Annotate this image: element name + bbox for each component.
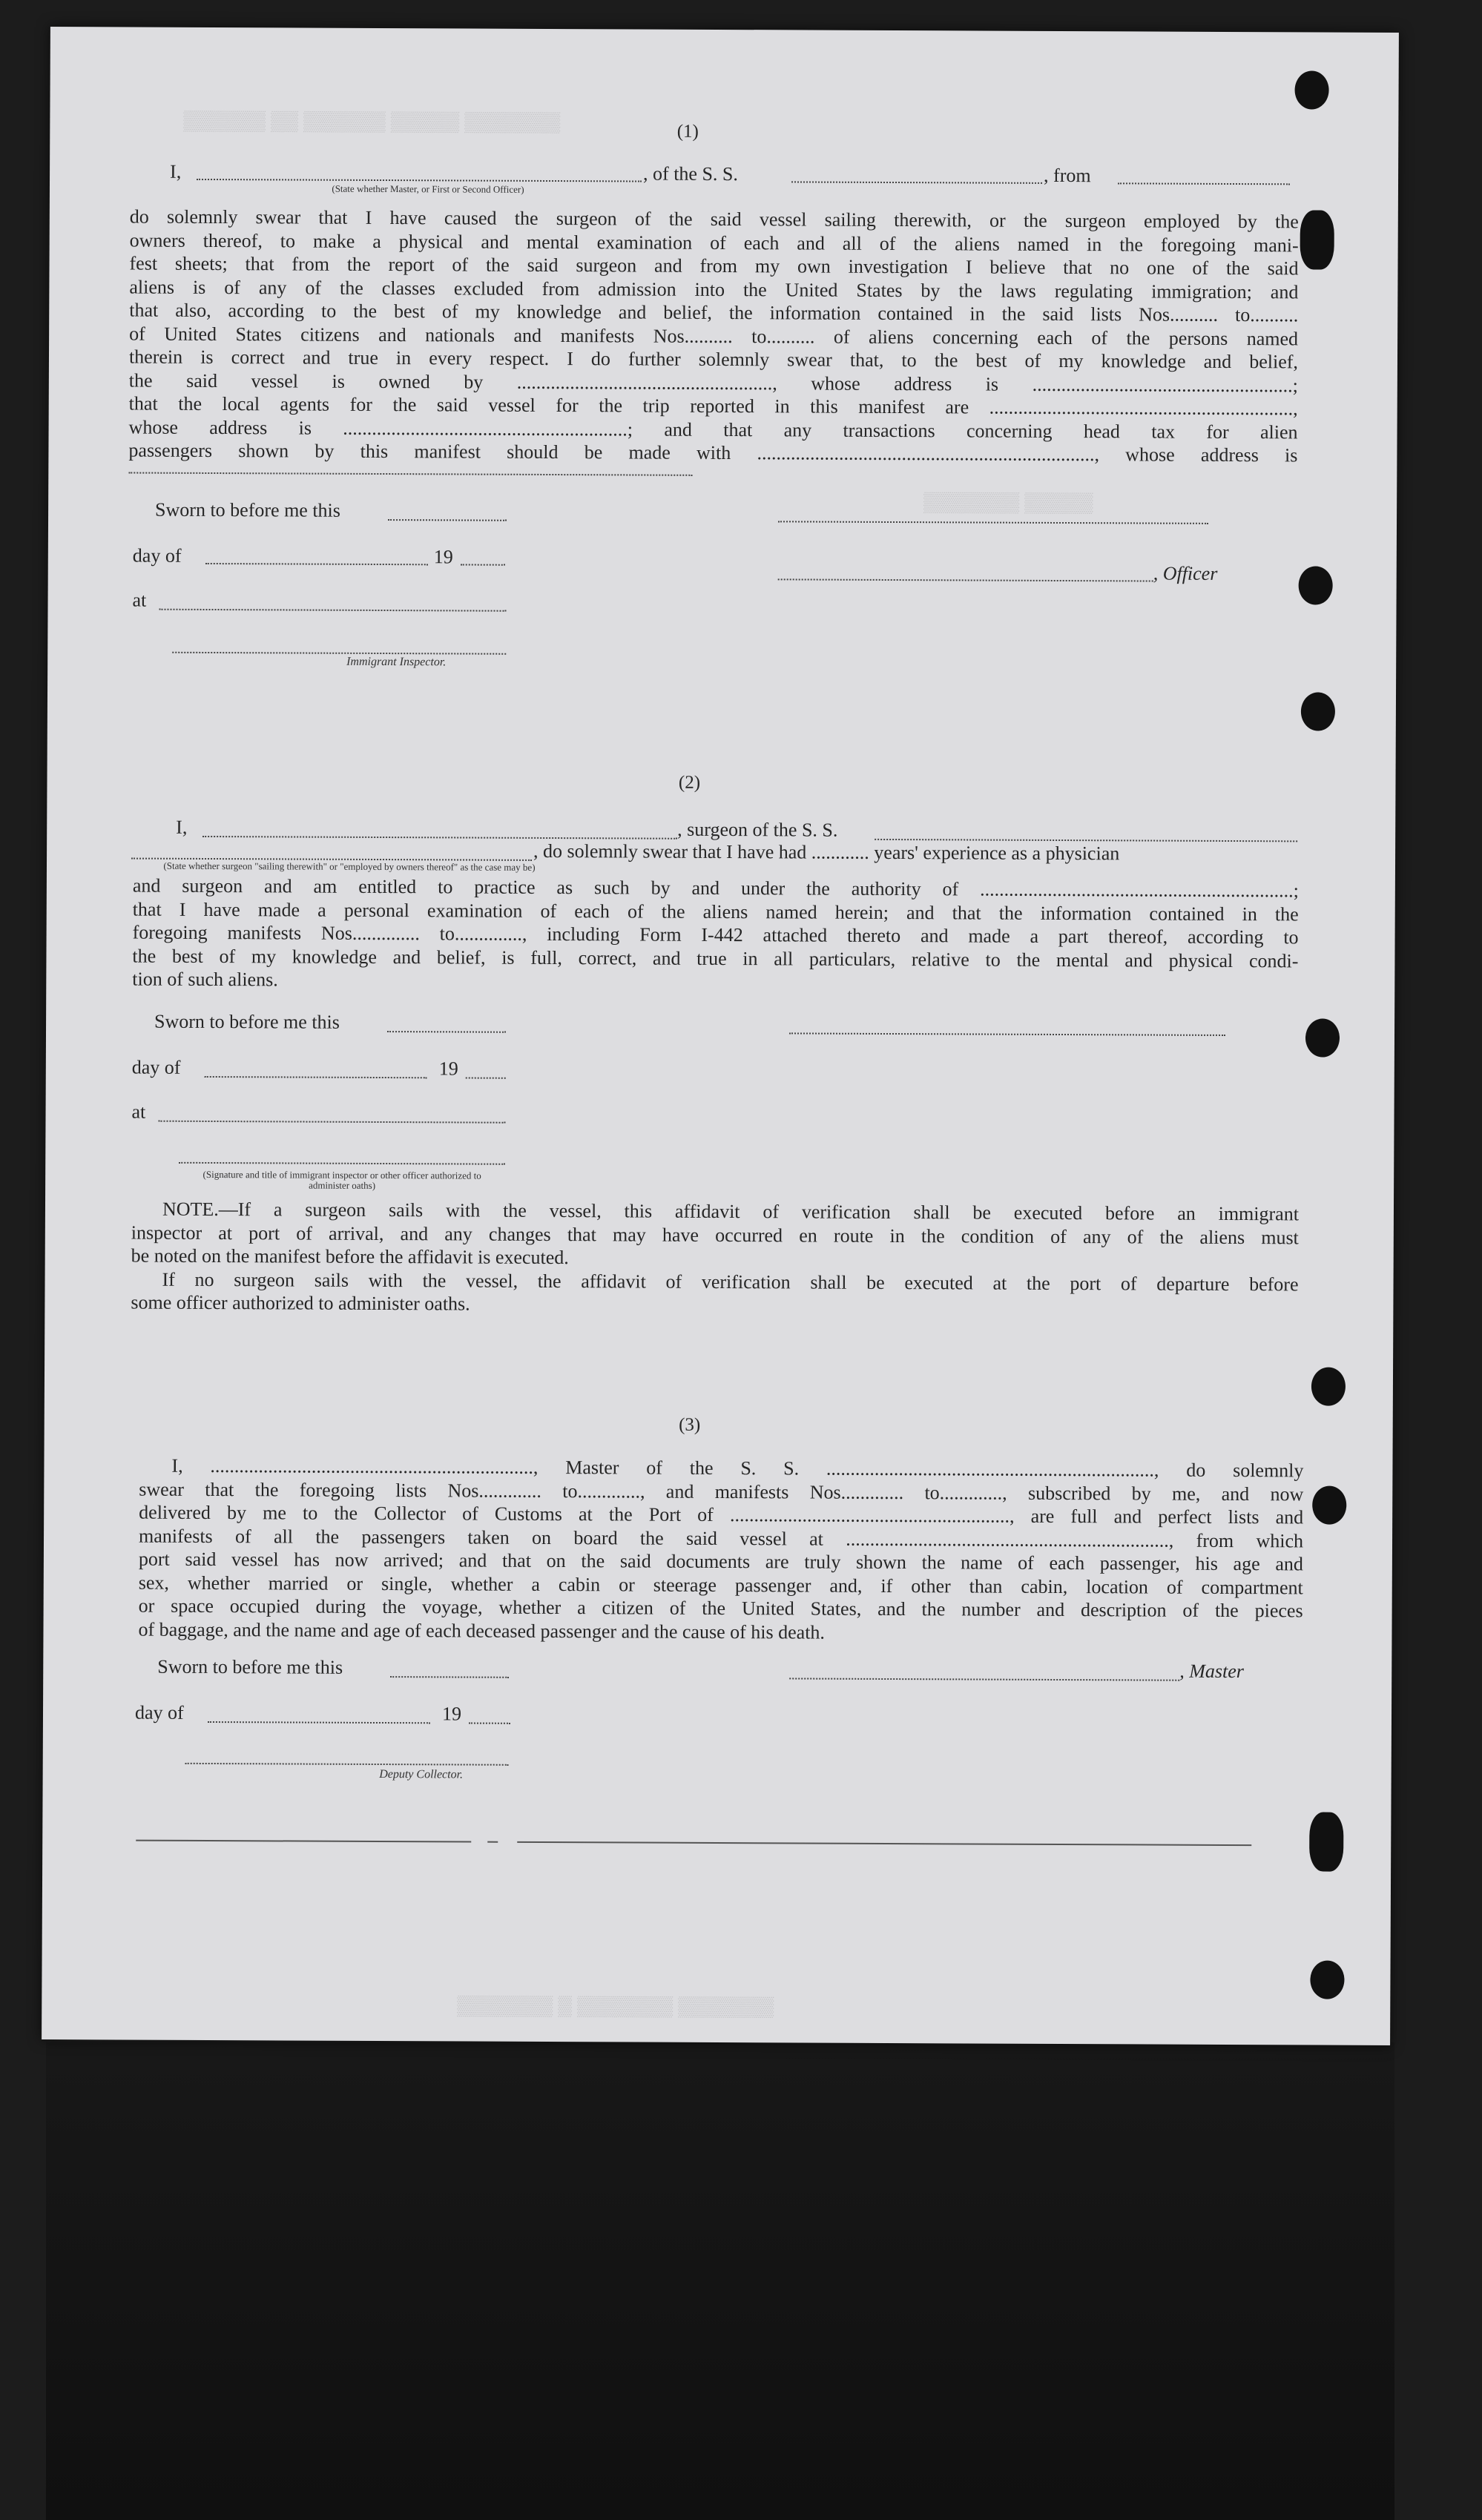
- s2-sworn-label: Sworn to before me this: [154, 1010, 340, 1033]
- s2-line1-i: I,: [176, 816, 188, 838]
- punch-hole-2: [1300, 210, 1334, 269]
- s3-day-label: day of: [134, 1701, 184, 1724]
- s1-body-line: of United States citizens and nationals and manifests Nos.......... to.......... of aliens concerning each of the persons named: [129, 323, 1299, 349]
- s3-body-line: sex, whether married or single, whether a cabin or steerage passenger and, if other than cabin, location of compartment: [138, 1571, 1303, 1598]
- s2-year-blank: [466, 1078, 506, 1079]
- s2-note: [131, 1198, 1299, 1319]
- s3-year-blank: [469, 1723, 510, 1724]
- s1-year-label: 19: [433, 546, 453, 568]
- s3-body-line: delivered by me to the Collector of Customs at the Port of .........................................................., are full and perfect lists and: [139, 1501, 1304, 1528]
- section-2-number: (2): [678, 772, 701, 793]
- s3-body-line: I, ..................................................................., Master of the S. S. ...................................................................., do solemnly: [171, 1454, 1304, 1482]
- s3-body-line: of baggage, and the name and age of each deceased passenger and the cause of his death.: [138, 1618, 826, 1643]
- s1-rank-blank: [197, 179, 642, 182]
- s2-inspector-line: [179, 1162, 505, 1165]
- s2-body: [132, 874, 1299, 996]
- s2-day-blank: [205, 1076, 427, 1078]
- bottom-rule-dash: [487, 1841, 498, 1843]
- bleed-through-mark: ▒▒▒▒▒▒ ▒▒ ▒▒▒▒▒▒ ▒▒▒▒▒ ▒▒▒▒▒▒▒: [183, 108, 561, 133]
- punch-hole-5: [1305, 1018, 1340, 1057]
- s2-note-line: inspector at port of arrival, and any changes that may have occurred en route in the condition of any of the aliens must: [131, 1221, 1299, 1248]
- punch-hole-8: [1309, 1812, 1343, 1871]
- s1-body-line: do solemnly swear that I have caused the surgeon of the said vessel sailing therewith, or the surgeon employed by the: [129, 205, 1299, 233]
- s1-day-label: day of: [132, 544, 182, 567]
- s2-note-text: —If a surgeon sails with the vessel, this affidavit of verification shall be executed before an immigrant: [218, 1198, 1300, 1225]
- s1-ship-blank: [791, 181, 1042, 183]
- punch-hole-4: [1301, 692, 1335, 730]
- s1-line1-from: , from: [1044, 164, 1091, 187]
- s1-line1-ship: , of the S. S.: [643, 162, 738, 185]
- s1-body: [128, 205, 1298, 467]
- bleed-through-mark: ▒▒▒▒▒▒▒ ▒ ▒▒▒▒▒▒▒ ▒▒▒▒▒▒▒: [457, 1993, 774, 2018]
- s2-year-label: 19: [438, 1058, 458, 1080]
- s3-body-line: swear that the foregoing lists Nos............. to............., and manifests Nos............. to............., subscribed by me, and now: [139, 1478, 1304, 1505]
- s1-inspector-line: [172, 652, 506, 655]
- scanner-background: [46, 2042, 1394, 2520]
- bottom-rule-left: [136, 1840, 471, 1843]
- s1-body-line: passengers shown by this manifest should be made with ......................................................................, whose address is: [128, 439, 1298, 466]
- punch-hole-1: [1294, 70, 1328, 109]
- s3-body-line: manifests of all the passengers taken on board the said vessel at ..................................................................., from which: [138, 1525, 1304, 1551]
- s1-body-line: whose address is ...........................................................; and that any transactions concerning head tax for alien: [128, 416, 1298, 443]
- s1-inspector-caption: Immigrant Inspector.: [346, 655, 447, 669]
- s3-deputy-line: [185, 1763, 509, 1766]
- s3-body: [138, 1454, 1303, 1646]
- s3-body-line: port said vessel has now arrived; and that on the said documents are truly shown the name of each passenger, his age and: [138, 1548, 1303, 1575]
- s1-at-blank: [159, 609, 506, 612]
- s1-body-line: aliens is of any of the classes excluded from admission into the United States by the laws regulating immigration; and: [129, 276, 1299, 303]
- s1-body-line: owners thereof, to make a physical and mental examination of each and all of the aliens named in the foregoing mani-: [129, 229, 1299, 256]
- s2-note-line: If no surgeon sails with the vessel, the affidavit of verification shall be executed at the port of departure before: [162, 1268, 1299, 1295]
- s1-rank-note: (State whether Master, or First or Second Officer): [332, 182, 524, 195]
- s2-body-line: and surgeon and am entitled to practice as such by and under the authority of .................................................................;: [132, 874, 1299, 902]
- s2-sworn-blank: [387, 1031, 506, 1033]
- s2-body-line: foregoing manifests Nos.............. to.............., including Form I-442 attached thereto and made a part thereof, according to: [132, 921, 1299, 949]
- s2-body-line: tion of such aliens.: [132, 968, 278, 991]
- bottom-rule-right: [517, 1841, 1251, 1846]
- s1-day-blank: [205, 563, 428, 565]
- section-3-number: (3): [679, 1414, 701, 1435]
- s2-surgeon-name-blank: [202, 836, 677, 840]
- s2-inspector-caption: (Signature and title of immigrant inspector or other officer authorized to administer oaths): [202, 1168, 481, 1191]
- s2-surgeon-signature-line: [789, 1032, 1225, 1036]
- s3-master-label: , Master: [1179, 1660, 1245, 1683]
- s1-body-line: the said vessel is owned by ....................................................., whose address is ......................................................;: [128, 369, 1298, 396]
- s3-master-signature-line: [789, 1678, 1179, 1680]
- s1-year-blank: [461, 564, 505, 565]
- punch-hole-9: [1310, 1960, 1344, 1999]
- s2-note-line: be noted on the manifest before the affidavit is executed.: [131, 1244, 569, 1269]
- s1-address-blank: [128, 472, 692, 476]
- punch-hole-7: [1312, 1485, 1346, 1524]
- s3-sworn-blank: [390, 1676, 509, 1678]
- s3-body-line: or space occupied during the voyage, whether a citizen of the United States, and the number and description of the pieces: [138, 1594, 1303, 1622]
- s1-line1-i: I,: [170, 160, 182, 182]
- s2-note-line: some officer authorized to administer oaths.: [131, 1291, 470, 1315]
- s2-status-note: (State whether surgeon "sailing therewith" or "employed by owners thereof" as the case may be): [163, 860, 536, 873]
- s2-at-label: at: [131, 1101, 146, 1123]
- s2-day-label: day of: [131, 1056, 181, 1078]
- s1-sworn-blank: [388, 519, 507, 521]
- s1-body-line: therein is correct and true in every respect. I do further solemnly swear that, to the best of my knowledge and belief,: [128, 346, 1299, 373]
- bleed-through-mark: ▒▒▒▒▒▒▒ ▒▒▒▒▒: [923, 490, 1093, 514]
- s1-at-label: at: [132, 589, 147, 611]
- s1-officer-signature-line: [778, 521, 1208, 524]
- s3-year-label: 19: [441, 1703, 462, 1725]
- s2-line2: , do solemnly swear that I have had ............ years' experience as a physician: [533, 840, 1120, 865]
- s2-line1-ship: , surgeon of the S. S.: [677, 818, 838, 841]
- s2-body-line: that I have made a personal examination of each of the aliens named herein; and that the information contained in the: [132, 898, 1299, 925]
- s3-sworn-label: Sworn to before me this: [157, 1655, 343, 1678]
- section-1-number: (1): [676, 121, 699, 142]
- s1-body-line: fest sheets; that from the report of the said surgeon and from my own investigation I believe that no one of the said: [129, 252, 1299, 280]
- s1-officer-label: , Officer: [1153, 562, 1218, 584]
- s1-officer-title-line: [778, 578, 1153, 581]
- s2-at-blank: [158, 1121, 505, 1124]
- s3-deputy-caption: Deputy Collector.: [379, 1768, 464, 1781]
- s1-body-line: that the local agents for the said vessel for the trip reported in this manifest are ...............................................................,: [128, 392, 1298, 420]
- s2-body-line: the best of my knowledge and belief, is full, correct, and true in all particulars, relative to the mental and physical condi-: [132, 945, 1299, 972]
- s1-from-blank: [1118, 182, 1290, 185]
- punch-hole-3: [1299, 566, 1333, 604]
- punch-hole-6: [1311, 1367, 1346, 1405]
- s1-body-line: that also, according to the best of my knowledge and belief, the information contained in the said lists Nos.......... to..........: [129, 299, 1299, 326]
- s2-note-label: NOTE.: [162, 1198, 219, 1221]
- s1-sworn-label: Sworn to before me this: [155, 498, 340, 521]
- document-page: [42, 27, 1399, 2045]
- s3-day-blank: [208, 1721, 430, 1724]
